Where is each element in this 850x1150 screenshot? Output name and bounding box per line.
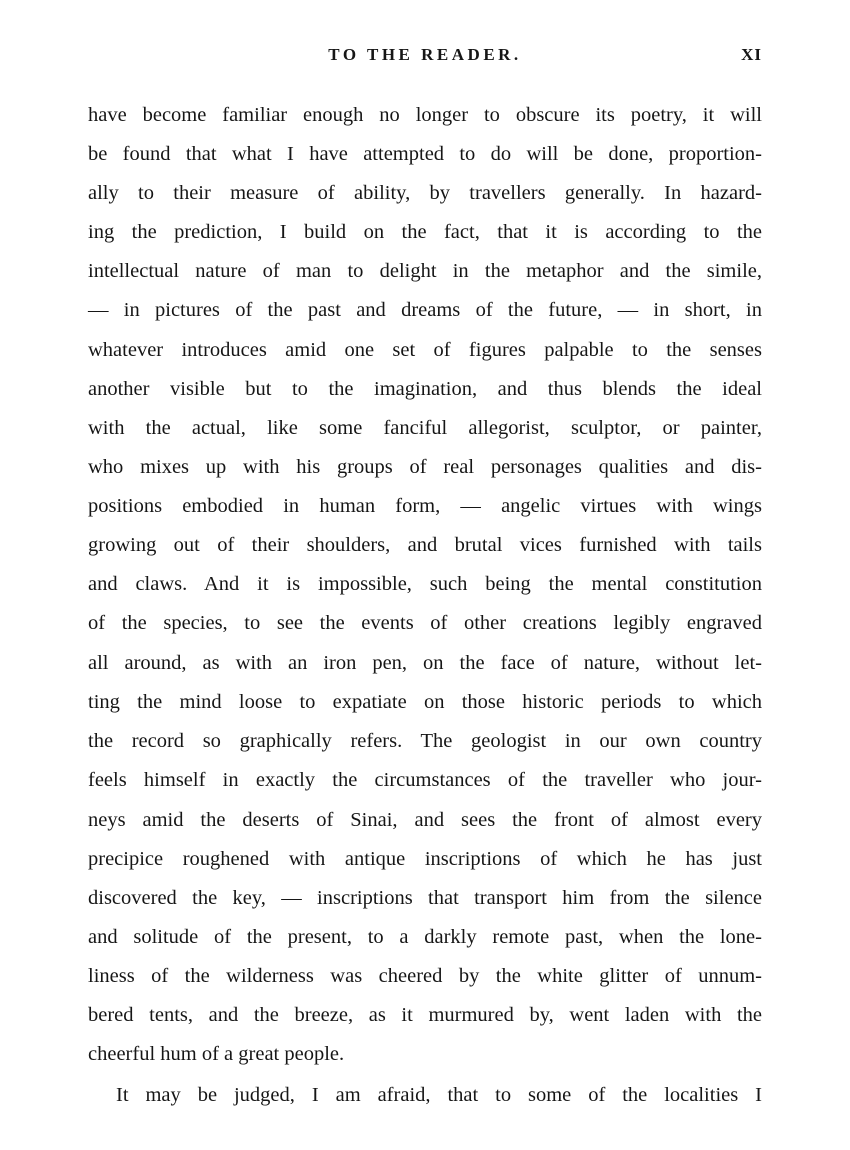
text-line: another visible but to the imagination, and thus blends the ideal xyxy=(88,378,762,400)
text-line: of the species, to see the events of other creations legibly engraved xyxy=(88,612,762,634)
text-line: positions embodied in human form, — angelic virtues with wings xyxy=(88,495,762,517)
text-line: ting the mind loose to expatiate on those historic periods to which xyxy=(88,691,762,713)
page-number: XI xyxy=(741,45,762,64)
text-line: and solitude of the present, to a darkly remote past, when the lone- xyxy=(88,926,762,948)
text-line: have become familiar enough no longer to obscure its poetry, it will xyxy=(88,104,762,126)
paragraph-start-line: It may be judged, I am afraid, that to some of the localities I xyxy=(116,1084,762,1106)
text-line: who mixes up with his groups of real personages qualities and dis- xyxy=(88,456,762,478)
text-line: liness of the wilderness was cheered by the white glitter of unnum- xyxy=(88,965,762,987)
text-line: ing the prediction, I build on the fact, that it is according to the xyxy=(88,221,762,243)
text-line: the record so graphically refers. The geologist in our own country xyxy=(88,730,762,752)
text-line: with the actual, like some fanciful allegorist, sculptor, or painter, xyxy=(88,417,762,439)
text-line: growing out of their shoulders, and brutal vices furnished with tails xyxy=(88,534,762,556)
text-line: neys amid the deserts of Sinai, and sees the front of almost every xyxy=(88,809,762,831)
text-line: ally to their measure of ability, by travellers generally. In hazard- xyxy=(88,182,762,204)
paragraph-end-line: cheerful hum of a great people. xyxy=(88,1043,345,1065)
text-line: precipice roughened with antique inscriptions of which he has just xyxy=(88,848,762,870)
text-line: discovered the key, — inscriptions that transport him from the silence xyxy=(88,887,762,909)
text-line: and claws. And it is impossible, such being the mental constitution xyxy=(88,573,762,595)
text-line: — in pictures of the past and dreams of the future, — in short, in xyxy=(88,299,762,321)
running-title: TO THE READER. xyxy=(328,45,522,64)
text-line: bered tents, and the breeze, as it murmured by, went laden with the xyxy=(88,1004,762,1026)
text-line: feels himself in exactly the circumstances of the traveller who jour- xyxy=(88,769,762,791)
text-line: all around, as with an iron pen, on the face of nature, without let- xyxy=(88,652,762,674)
running-header xyxy=(0,45,850,73)
text-line: be found that what I have attempted to do will be done, proportion- xyxy=(88,143,762,165)
text-line: whatever introduces amid one set of figures palpable to the senses xyxy=(88,339,762,361)
text-line: intellectual nature of man to delight in the metaphor and the simile, xyxy=(88,260,762,282)
